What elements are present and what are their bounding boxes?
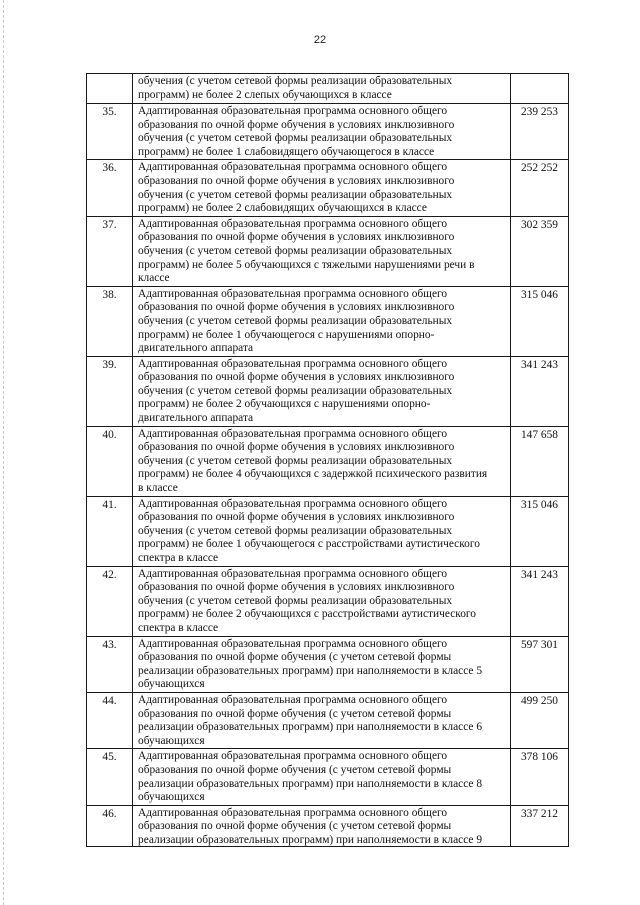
description-line: двигательного аппарата [138, 412, 254, 425]
description-line: образования по очной форме обучения (с учетом сетевой формы [138, 820, 452, 833]
description-line: Адаптированная образовательная программа основного общего [138, 105, 448, 117]
program-description [133, 104, 511, 160]
description-line: обучающихся [138, 734, 205, 747]
table-row [87, 286, 569, 356]
table-row [87, 356, 569, 426]
description-line: Адаптированная образовательная программа основного общего [138, 637, 448, 650]
description-line: образования по очной форме обучения в условиях инклюзивного [138, 174, 455, 187]
description-line: в классе [138, 482, 178, 495]
program-description [133, 805, 511, 846]
row-number [87, 74, 133, 104]
description-line: Адаптированная образовательная программа основного общего [138, 357, 448, 370]
description-line: образования по очной форме обучения в условиях инклюзивного [138, 301, 455, 314]
program-description [133, 496, 511, 566]
page-number: 22 [313, 34, 327, 46]
description-line: Адаптированная образовательная программа основного общего [138, 806, 448, 819]
description-line: Адаптированная образовательная программа основного общего [138, 427, 448, 440]
table-row [87, 104, 569, 160]
table-row [87, 749, 569, 805]
description-line: обучения (с учетом сетевой формы реализации образовательных [138, 132, 453, 145]
description-line: программ) не более 1 обучающегося с нарушениями опорно- [138, 328, 435, 341]
description-line: обучения (с учетом сетевой формы реализации образовательных [138, 314, 453, 327]
table-row [87, 426, 569, 496]
description-line: образования по очной форме обучения (с учетом сетевой формы [138, 651, 452, 664]
description-line: реализации образовательных программ) при наполняемости в классе 9 [138, 833, 483, 846]
row-number: 43. [87, 636, 133, 692]
cost-value: 337 212 [511, 805, 569, 846]
cost-value: 239 253 [511, 104, 569, 160]
description-line: обучения (с учетом сетевой формы реализации образовательных [138, 524, 453, 537]
table-row [87, 805, 569, 846]
description-line: обучения (с учетом сетевой формы реализации образовательных [138, 244, 453, 257]
scan-edge [3, 0, 5, 905]
description-line: образования по очной форме обучения в условиях инклюзивного [138, 511, 455, 524]
description-line: реализации образовательных программ) при наполняемости в классе 6 [138, 721, 483, 734]
cost-value: 315 046 [511, 286, 569, 356]
cost-table-body [87, 74, 569, 847]
row-number: 42. [87, 566, 133, 636]
description-line: образования по очной форме обучения в условиях инклюзивного [138, 581, 455, 594]
table-row [87, 496, 569, 566]
description-line: образования по очной форме обучения в условиях инклюзивного [138, 371, 455, 384]
description-line: обучения (с учетом сетевой формы реализации образовательных [138, 75, 453, 87]
row-number: 45. [87, 749, 133, 805]
row-number: 46. [87, 805, 133, 846]
description-line: двигательного аппарата [138, 342, 254, 355]
description-line: программ) не более 2 обучающихся с нарушениями опорно- [138, 398, 431, 411]
description-line: обучающихся [138, 678, 205, 691]
program-description [133, 692, 511, 748]
description-line: программ) не более 1 обучающегося с расстройствами аутистического [138, 538, 480, 551]
description-line: образования по очной форме обучения в условиях инклюзивного [138, 231, 455, 244]
description-line: обучения (с учетом сетевой формы реализации образовательных [138, 188, 453, 201]
description-line: программ) не более 4 обучающихся с задержкой психического развития [138, 468, 488, 481]
description-line: обучения (с учетом сетевой формы реализации образовательных [138, 454, 453, 467]
description-line: образования по очной форме обучения в условиях инклюзивного [138, 441, 455, 454]
cost-value: 302 359 [511, 216, 569, 286]
description-line: программ) не более 2 слабовидящих обучающихся в классе [138, 202, 427, 215]
description-line: программ) не более 1 слабовидящего обучающегося в классе [138, 145, 435, 158]
table-row [87, 566, 569, 636]
description-line: обучающихся [138, 791, 205, 804]
row-number: 39. [87, 356, 133, 426]
description-line: спектра в классе [138, 552, 219, 564]
program-description [133, 566, 511, 636]
description-line: Адаптированная образовательная программа основного общего [138, 217, 448, 230]
description-line: образования по очной форме обучения (с учетом сетевой формы [138, 763, 452, 776]
description-line: образования по очной форме обучения (с учетом сетевой формы [138, 707, 452, 720]
table-row [87, 160, 569, 216]
row-number: 37. [87, 216, 133, 286]
description-line: Адаптированная образовательная программа основного общего [138, 497, 448, 510]
description-line: классе [138, 272, 170, 285]
description-line: программ) не более 2 слепых обучающихся в классе [138, 88, 392, 101]
cost-value: 315 046 [511, 496, 569, 566]
program-description [133, 356, 511, 426]
row-number: 35. [87, 104, 133, 160]
description-line: Адаптированная образовательная программа основного общего [138, 161, 448, 174]
cost-value: 147 658 [511, 426, 569, 496]
description-line: реализации образовательных программ) при наполняемости в классе 8 [138, 777, 483, 790]
description-line: Адаптированная образовательная программа основного общего [138, 693, 448, 706]
description-line: обучения (с учетом сетевой формы реализации образовательных [138, 384, 453, 397]
description-line: Адаптированная образовательная программа основного общего [138, 287, 448, 300]
table-row [87, 74, 569, 104]
row-number: 40. [87, 426, 133, 496]
cost-value: 499 250 [511, 692, 569, 748]
description-line: программ) не более 2 обучающихся с расстройствами аутистического [138, 608, 476, 621]
cost-value: 597 301 [511, 636, 569, 692]
program-description [133, 749, 511, 805]
program-description [133, 636, 511, 692]
description-line: обучения (с учетом сетевой формы реализации образовательных [138, 594, 453, 607]
cost-table [86, 73, 569, 847]
row-number: 38. [87, 286, 133, 356]
row-number: 41. [87, 496, 133, 566]
table-row [87, 636, 569, 692]
program-description [133, 286, 511, 356]
description-line: реализации образовательных программ) при наполняемости в классе 5 [138, 664, 483, 677]
program-description [133, 426, 511, 496]
table-row [87, 692, 569, 748]
cost-value: 341 243 [511, 356, 569, 426]
row-number: 44. [87, 692, 133, 748]
program-description [133, 74, 511, 104]
cost-value: 378 106 [511, 749, 569, 805]
description-line: образования по очной форме обучения в условиях инклюзивного [138, 118, 455, 131]
description-line: Адаптированная образовательная программа основного общего [138, 567, 448, 580]
table-row [87, 216, 569, 286]
row-number: 36. [87, 160, 133, 216]
program-description [133, 160, 511, 216]
cost-value [511, 74, 569, 104]
description-line: программ) не более 5 обучающихся с тяжелыми нарушениями речи в [138, 258, 475, 271]
cost-value: 252 252 [511, 160, 569, 216]
cost-value: 341 243 [511, 566, 569, 636]
description-line: Адаптированная образовательная программа основного общего [138, 750, 448, 763]
program-description [133, 216, 511, 286]
description-line: спектра в классе [138, 621, 219, 634]
